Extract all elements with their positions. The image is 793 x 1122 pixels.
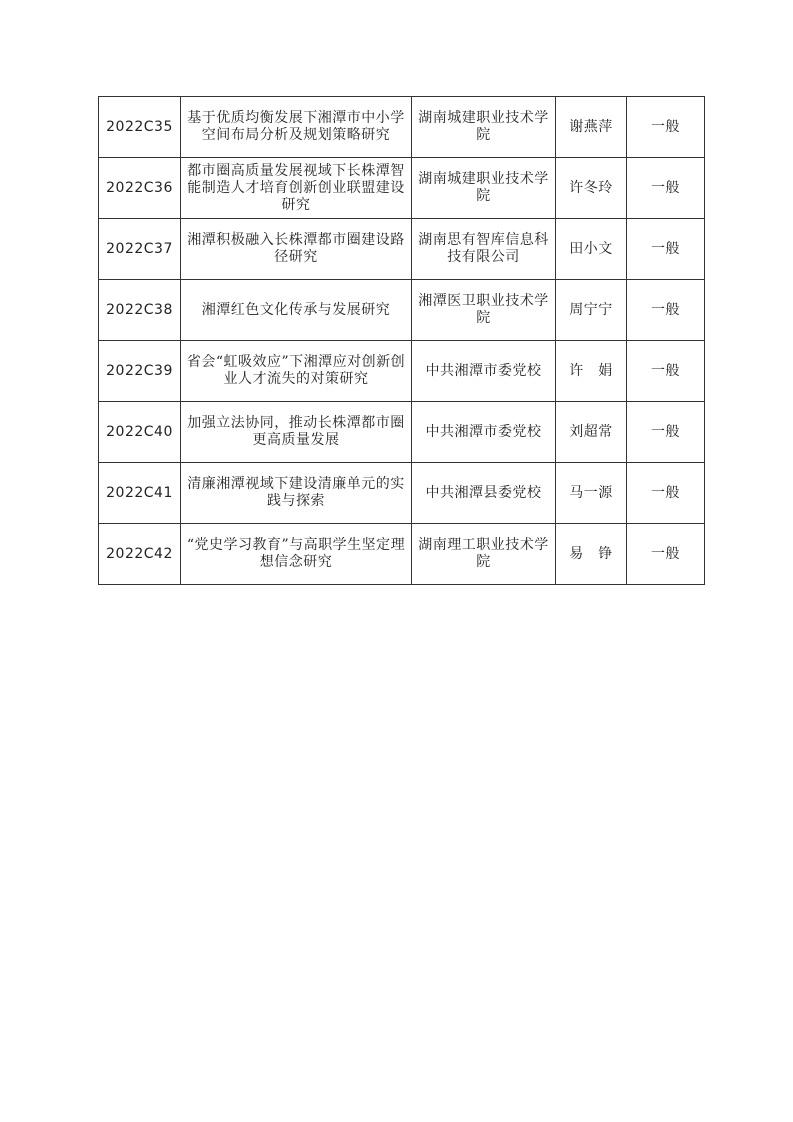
table-row [99,219,705,280]
project-leader: 许 娟 [556,341,627,402]
project-code: 2022C40 [99,402,181,463]
table-row [99,463,705,524]
table-row [99,341,705,402]
project-code: 2022C41 [99,463,181,524]
project-code: 2022C37 [99,219,181,280]
project-leader: 许冬玲 [556,158,627,219]
table-row [99,280,705,341]
project-leader: 刘超常 [556,402,627,463]
project-title: “党史学习教育”与高职学生坚定理想信念研究 [181,524,412,585]
table-row [99,158,705,219]
project-title: 都市圈高质量发展视域下长株潭智能制造人才培育创新创业联盟建设研究 [181,158,412,219]
project-level: 一般 [627,524,705,585]
project-leader: 谢燕萍 [556,97,627,158]
project-title: 省会“虹吸效应”下湘潭应对创新创业人才流失的对策研究 [181,341,412,402]
project-title: 湘潭红色文化传承与发展研究 [181,280,412,341]
project-leader: 周宁宁 [556,280,627,341]
project-unit: 湖南城建职业技术学院 [412,97,556,158]
project-table [98,96,705,585]
table-row [99,524,705,585]
project-level: 一般 [627,97,705,158]
project-level: 一般 [627,219,705,280]
project-unit: 湖南城建职业技术学院 [412,158,556,219]
project-code: 2022C42 [99,524,181,585]
project-level: 一般 [627,280,705,341]
project-leader: 田小文 [556,219,627,280]
project-leader: 马一源 [556,463,627,524]
table-row [99,97,705,158]
project-code: 2022C36 [99,158,181,219]
project-title: 加强立法协同，推动长株潭都市圈更高质量发展 [181,402,412,463]
project-level: 一般 [627,341,705,402]
project-level: 一般 [627,463,705,524]
project-code: 2022C39 [99,341,181,402]
project-title: 清廉湘潭视域下建设清廉单元的实践与探索 [181,463,412,524]
table-row [99,402,705,463]
project-leader: 易 铮 [556,524,627,585]
project-title: 湘潭积极融入长株潭都市圈建设路径研究 [181,219,412,280]
project-code: 2022C35 [99,97,181,158]
project-unit: 中共湘潭县委党校 [412,463,556,524]
project-unit: 湖南理工职业技术学院 [412,524,556,585]
project-code: 2022C38 [99,280,181,341]
project-level: 一般 [627,158,705,219]
project-level: 一般 [627,402,705,463]
project-unit: 中共湘潭市委党校 [412,402,556,463]
project-unit: 湖南思有智库信息科技有限公司 [412,219,556,280]
project-title: 基于优质均衡发展下湘潭市中小学空间布局分析及规划策略研究 [181,97,412,158]
project-unit: 湘潭医卫职业技术学院 [412,280,556,341]
project-unit: 中共湘潭市委党校 [412,341,556,402]
